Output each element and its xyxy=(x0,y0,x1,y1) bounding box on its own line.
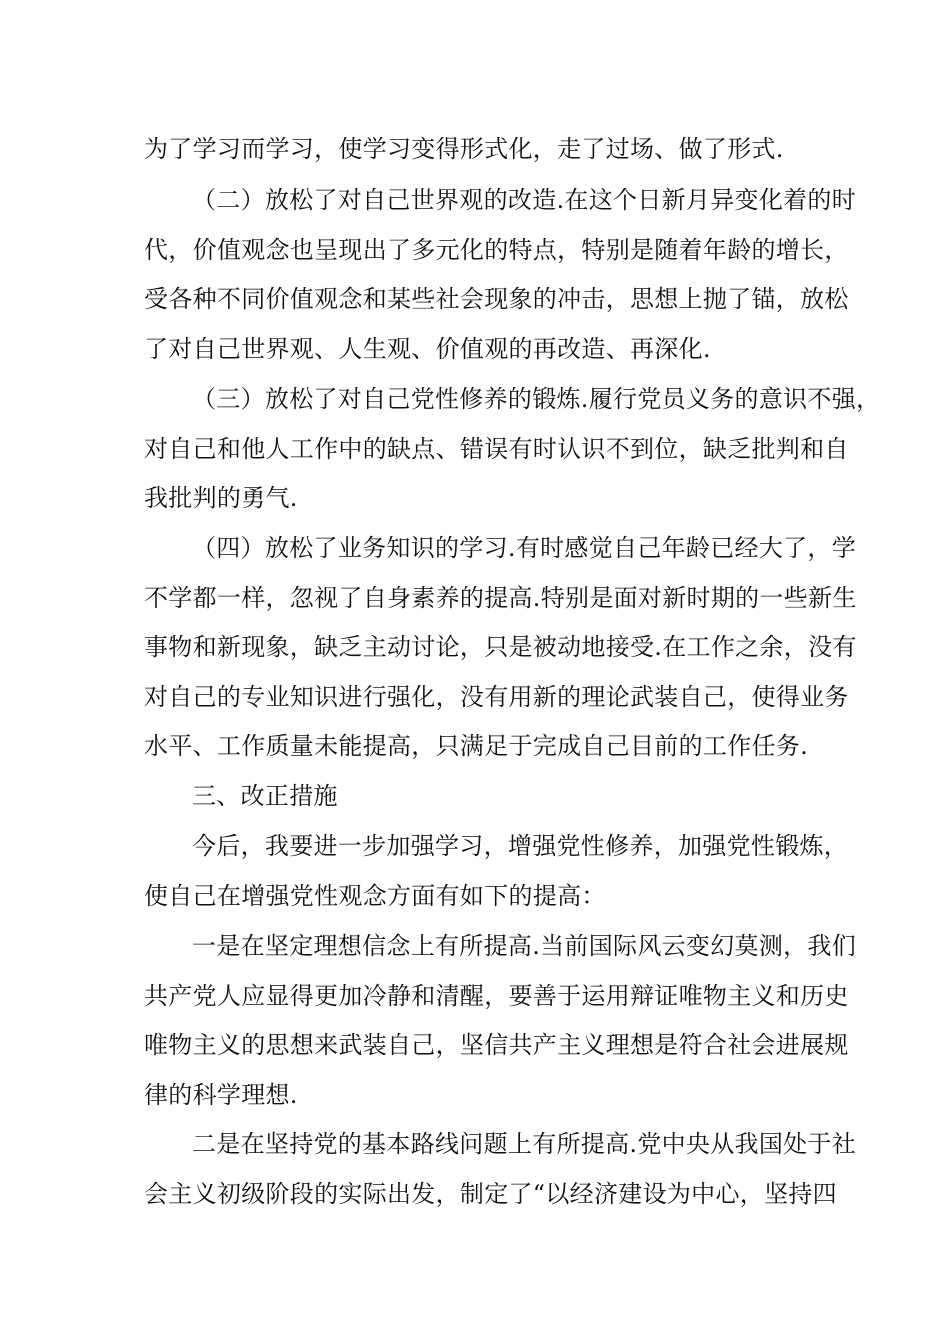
text-line: 水平、工作质量未能提高，只满足于完成自己目前的工作任务. xyxy=(144,732,809,760)
paragraph-6 xyxy=(144,822,849,921)
text-line: 共产党人应显得更加冷静和清醒，要善于运用辩证唯物主义和历史 xyxy=(144,981,849,1010)
text-line: 受各种不同价值观念和某些社会现象的冲击，思想上抛了锚，放松 xyxy=(144,285,849,313)
paragraph-2 xyxy=(144,176,857,374)
paragraph-3 xyxy=(144,375,881,524)
text-line: 我批判的勇气. xyxy=(144,484,298,512)
text-line: 对自己的专业知识进行强化，没有用新的理论武装自己，使得业务 xyxy=(144,682,849,711)
paragraph-7 xyxy=(144,922,857,1120)
text-line: 为了学习而学习，使学习变得形式化，走了过场、做了形式. xyxy=(144,135,784,163)
text-line: 代，价值观念也呈现出了多元化的特点，特别是随着年龄的增长， xyxy=(144,235,849,264)
paragraph-1 xyxy=(144,125,824,175)
text-line: 今后，我要进一步加强学习，增强党性修养，加强党性锻炼， xyxy=(192,832,849,860)
text-line: 了对自己世界观、人生观、价值观的再改造、再深化. xyxy=(144,334,711,363)
text-line: （三）放松了对自己党性修养的锻炼.履行党员义务的意识不强， xyxy=(192,385,881,413)
text-line: 一是在坚定理想信念上有所提高.当前国际风云变幻莫测，我们 xyxy=(192,932,857,960)
text-line: 会主义初级阶段的实际出发，制定了“以经济建设为中心，坚持四 xyxy=(144,1179,837,1208)
text-line: 三、改正措施 xyxy=(192,782,338,810)
section-heading xyxy=(144,772,824,822)
text-line: 对自己和他人工作中的缺点、错误有时认识不到位，缺乏批判和自 xyxy=(144,434,849,463)
text-line: 使自己在增强党性观念方面有如下的提高： xyxy=(144,881,606,910)
text-line: 律的科学理想. xyxy=(144,1080,298,1109)
text-line: 事物和新现象，缺乏主动讨论，只是被动地接受.在工作之余，没有 xyxy=(144,633,857,661)
text-line: 不学都一样，忽视了自身素养的提高.特别是面对新时期的一些新生 xyxy=(144,583,857,612)
text-line: 唯物主义的思想来武装自己，坚信共产主义理想是符合社会进展规 xyxy=(144,1031,849,1059)
paragraph-8 xyxy=(144,1120,857,1219)
text-line: （四）放松了业务知识的学习.有时感觉自己年龄已经大了，学 xyxy=(192,534,857,562)
text-line: 二是在坚持党的基本路线问题上有所提高.党中央从我国处于社 xyxy=(192,1130,857,1158)
text-line: （二）放松了对自己世界观的改造.在这个日新月异变化着的时 xyxy=(192,186,857,214)
paragraph-4 xyxy=(144,524,857,772)
